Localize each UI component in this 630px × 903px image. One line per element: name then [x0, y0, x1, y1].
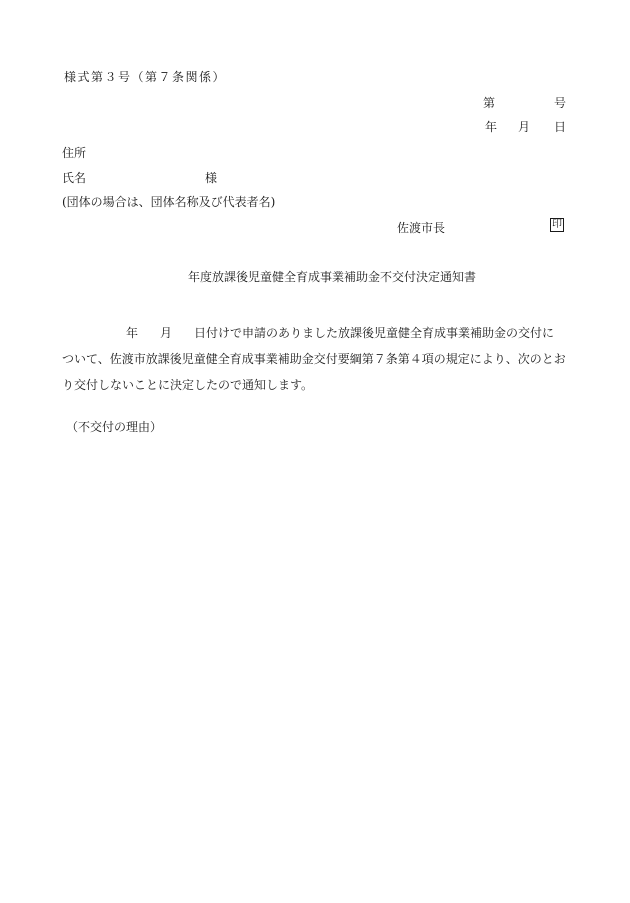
body-line-3: り交付しないことに決定したので通知します。	[62, 378, 314, 392]
issuer-title: 佐渡市長	[397, 221, 446, 235]
body-year-label: 年	[126, 326, 139, 340]
organization-note: (団体の場合は、団体名称及び代表者名)	[62, 195, 276, 209]
body-line-2: ついて、佐渡市放課後児童健全育成事業補助金交付要綱第７条第４項の規定により、次のとお	[62, 352, 566, 366]
body-month-label: 月	[160, 326, 173, 340]
honorific-label: 様	[205, 171, 218, 185]
form-number-label: 様式第３号（第７条関係）	[64, 70, 227, 84]
notice-body	[62, 320, 572, 398]
name-label: 氏名	[62, 171, 87, 185]
document-title: 年度放課後児童健全育成事業補助金不交付決定通知書	[188, 270, 477, 284]
date-month-label: 月	[518, 120, 531, 134]
date-year-label: 年	[485, 120, 498, 134]
date-day-label: 日	[554, 120, 567, 134]
document-number-suffix: 号	[554, 96, 567, 110]
reason-label: （不交付の理由）	[66, 420, 163, 434]
address-label: 住所	[62, 146, 87, 160]
document-number-prefix: 第	[483, 96, 496, 110]
body-line-1	[62, 320, 572, 346]
seal-stamp-box: 印	[552, 219, 562, 230]
body-line-1-text: 日付けで申請のありました放課後児童健全育成事業補助金の交付に	[194, 326, 555, 340]
